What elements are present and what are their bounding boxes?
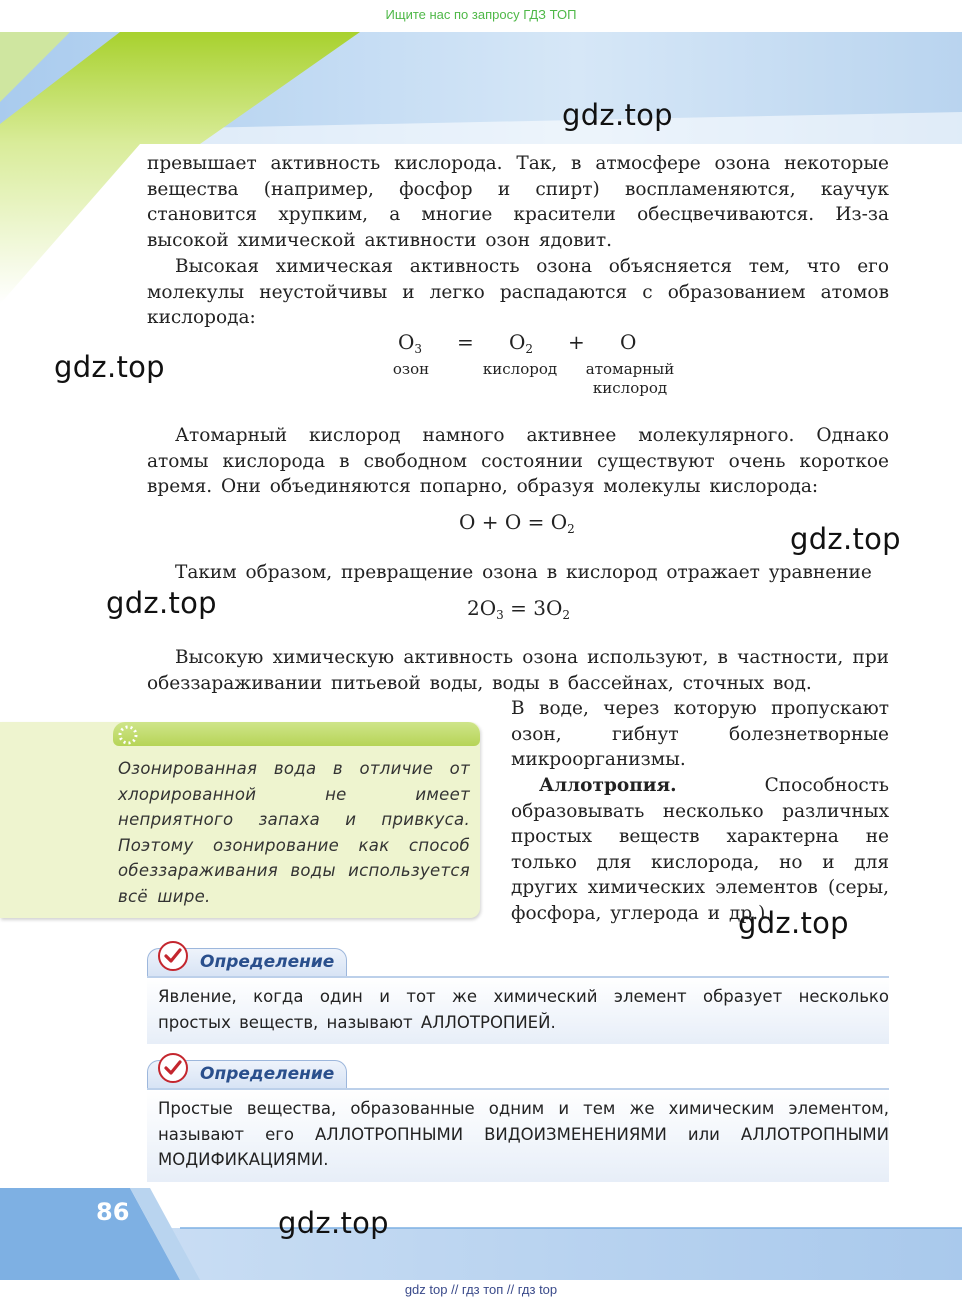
- formula-atomic-oxygen: O: [620, 330, 637, 354]
- label-ozone: озон: [392, 360, 430, 378]
- paragraph: В воде, через которую пропускают озон, гибнут болезнетворные микроорганизмы.: [511, 698, 889, 770]
- definition-box: [147, 976, 889, 1044]
- paragraph: Высокую химическую активность озона используют, в частности, при обеззараживании питьевой воды, воды в бассейнах, сточных вод.: [147, 647, 889, 694]
- watermark: gdz.top: [790, 522, 901, 556]
- bottom-links[interactable]: gdz top // гдз топ // гдз top: [404, 1282, 558, 1297]
- watermark: gdz.top: [738, 906, 849, 940]
- green-stripe-fade: [0, 144, 140, 304]
- top-banner[interactable]: Ищите нас по запросу ГДЗ ТОП: [0, 0, 962, 32]
- definition-title: Определение: [200, 1064, 335, 1084]
- definition-text: Явление, когда один и тот же химический элемент образует несколько простых веществ, называют АЛЛОТРОПИЕЙ.: [158, 987, 889, 1032]
- formula-ozone: $O_3$: [398, 330, 423, 356]
- formula-oxygen: $O_2$: [509, 330, 534, 356]
- equation-oxygen-formation: $O + O = O_2$: [459, 510, 575, 536]
- plus-sign: +: [568, 330, 585, 354]
- watermark: gdz.top: [106, 586, 217, 620]
- equals-sign: =: [457, 330, 474, 354]
- definition-text: Простые вещества, образованные одним и тем же химическим элементом, называют его АЛЛОТРОПНЫМИ ВИДОИЗМЕНЕНИЯМИ или АЛЛОТРОПНЫМИ МОДИФИКАЦИЯМИ.: [158, 1099, 889, 1169]
- paragraph: Атомарный кислород намного активнее молекулярного. Однако атомы кислорода в свободном состоянии существуют очень короткое время. Они объединяются попарно, образуя молекулы кислорода:: [147, 425, 889, 497]
- equation-ozone-conversion: $2O_3 = 3O_2$: [467, 596, 570, 622]
- footer-decoration: [0, 1188, 962, 1280]
- paragraph: Высокая химическая активность озона объясняется тем, что его молекулы неустойчивы и легко распадаются с образованием атомов кислорода:: [147, 256, 889, 328]
- watermark: gdz.top: [54, 350, 165, 384]
- definition-title: Определение: [200, 952, 335, 972]
- checkmark-icon: [158, 941, 188, 971]
- watermark: gdz.top: [562, 98, 673, 132]
- dotted-circle-icon: [116, 723, 140, 747]
- definition-tab: [147, 948, 347, 979]
- note-header: [113, 722, 480, 746]
- paragraph-allotropy: Аллотропия. Способность образовывать несколько различных простых веществ характерна не только для кислорода, но и для других химических элементов (серы, фосфора, углерода и др.).: [511, 775, 889, 924]
- checkmark-icon: [158, 1053, 188, 1083]
- definition-box: [147, 1088, 889, 1182]
- definition-tab: [147, 1060, 347, 1091]
- paragraph: превышает активность кислорода. Так, в атмосфере озона некоторые вещества (например, фосфор и спирт) воспламеняются, каучук становится хрупким, а многие красители обесцвечиваются. Из-за высокой химической активности озон ядовит.: [147, 153, 889, 251]
- page-number: 86: [96, 1198, 130, 1226]
- header-decoration: [0, 32, 962, 144]
- note-text: Озонированная вода в отличие от хлорированной не имеет неприятного запаха и привкуса. Поэтому озонирование как способ обеззараживания воды используется всё шире.: [118, 759, 470, 906]
- label-atomic-oxygen: атомарный кислород: [585, 360, 675, 397]
- watermark: gdz.top: [278, 1206, 389, 1240]
- paragraph: Таким образом, превращение озона в кислород отражает уравнение: [175, 562, 872, 583]
- label-oxygen: кислород: [482, 360, 558, 378]
